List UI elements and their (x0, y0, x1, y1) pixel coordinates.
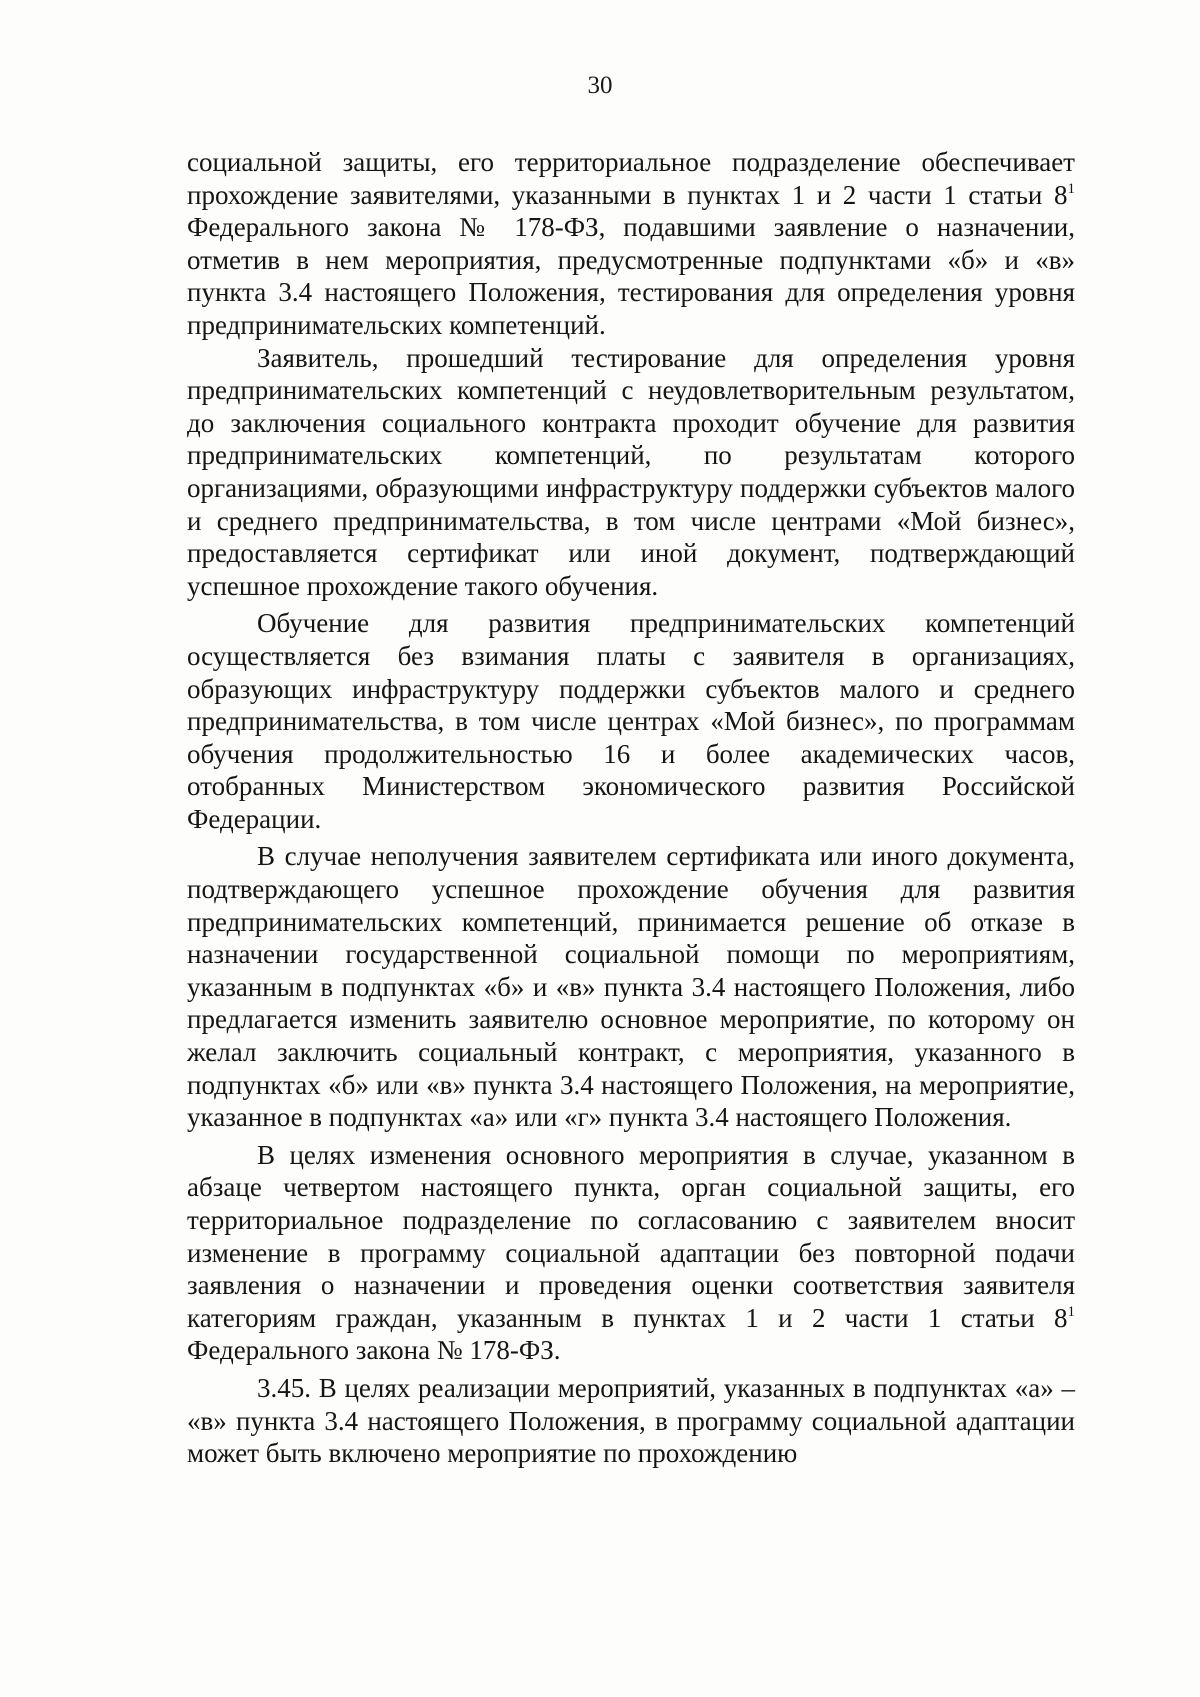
document-body (187, 146, 1075, 1470)
paragraph-5-text-a: В целях изменения основного мероприятия в случае, указанном в абзаце четвертом настоящего пункта, орган социальной защиты, его территориальное подразделение по согласованию с заявителем вносит изменение в программу социальной адаптации без повторной подачи заявления о назначении и проведения оценки соответствия заявителя категориям граждан, указанным в пунктах 1 и 2 части 1 статьи 8 (187, 1139, 1075, 1333)
paragraph-5 (187, 1139, 1075, 1367)
paragraph-1 (187, 146, 1075, 342)
page-number: 30 (587, 72, 613, 99)
paragraph-5-text-b: Федерального закона № 178-ФЗ. (187, 1335, 561, 1366)
paragraph-3: Обучение для развития предпринимательских компетенций осуществляется без взимания платы с заявителя в организациях, образующих инфраструктуру поддержки субъектов малого и среднего предпринимательства, в том числе центрах «Мой бизнес», по программам обучения продолжительностью 16 и более академических часов, отобранных Министерством экономического развития Российской Федерации. (187, 608, 1075, 834)
paragraph-6: 3.45. В целях реализации мероприятий, указанных в подпунктах «а» – «в» пункта 3.4 настоящего Положения, в программу социальной адаптации может быть включено мероприятие по прохождению (187, 1372, 1075, 1469)
superscript-1: 1 (1067, 180, 1075, 197)
superscript-2: 1 (1067, 1303, 1075, 1320)
paragraph-1-text-a: социальной защиты, его территориальное подразделение обеспечивает прохождение заявителями, указанными в пунктах 1 и 2 части 1 статьи 8 (187, 147, 1075, 210)
paragraph-2: Заявитель, прошедший тестирование для определения уровня предпринимательских компетенций с неудовлетворительным результатом, до заключения социального контракта проходит обучение для развития предпринимательских компетенций, по результатам которого организациями, образующими инфраструктуру поддержки субъектов малого и среднего предпринимательства, в том числе центрами «Мой бизнес», предоставляется сертификат или иной документ, подтверждающий успешное прохождение такого обучения. (187, 342, 1075, 601)
paragraph-1-text-b: Федерального закона № 178-ФЗ, подавшими заявление о назначении, отметив в нем мероприятия, предусмотренные подпунктами «б» и «в» пункта 3.4 настоящего Положения, тестирования для определения уровня предпринимательских компетенций. (187, 212, 1075, 340)
paragraph-4: В случае неполучения заявителем сертификата или иного документа, подтверждающего успешное прохождение обучения для развития предпринимательских компетенций, принимается решение об отказе в назначении государственной социальной помощи по мероприятиям, указанным в подпунктах «б» и «в» пункта 3.4 настоящего Положения, либо предлагается изменить заявителю основное мероприятие, по которому он желал заключить социальный контракт, с мероприятия, указанного в подпунктах «б» или «в» пункта 3.4 настоящего Положения, на мероприятие, указанное в подпунктах «а» или «г» пункта 3.4 настоящего Положения. (187, 841, 1075, 1133)
